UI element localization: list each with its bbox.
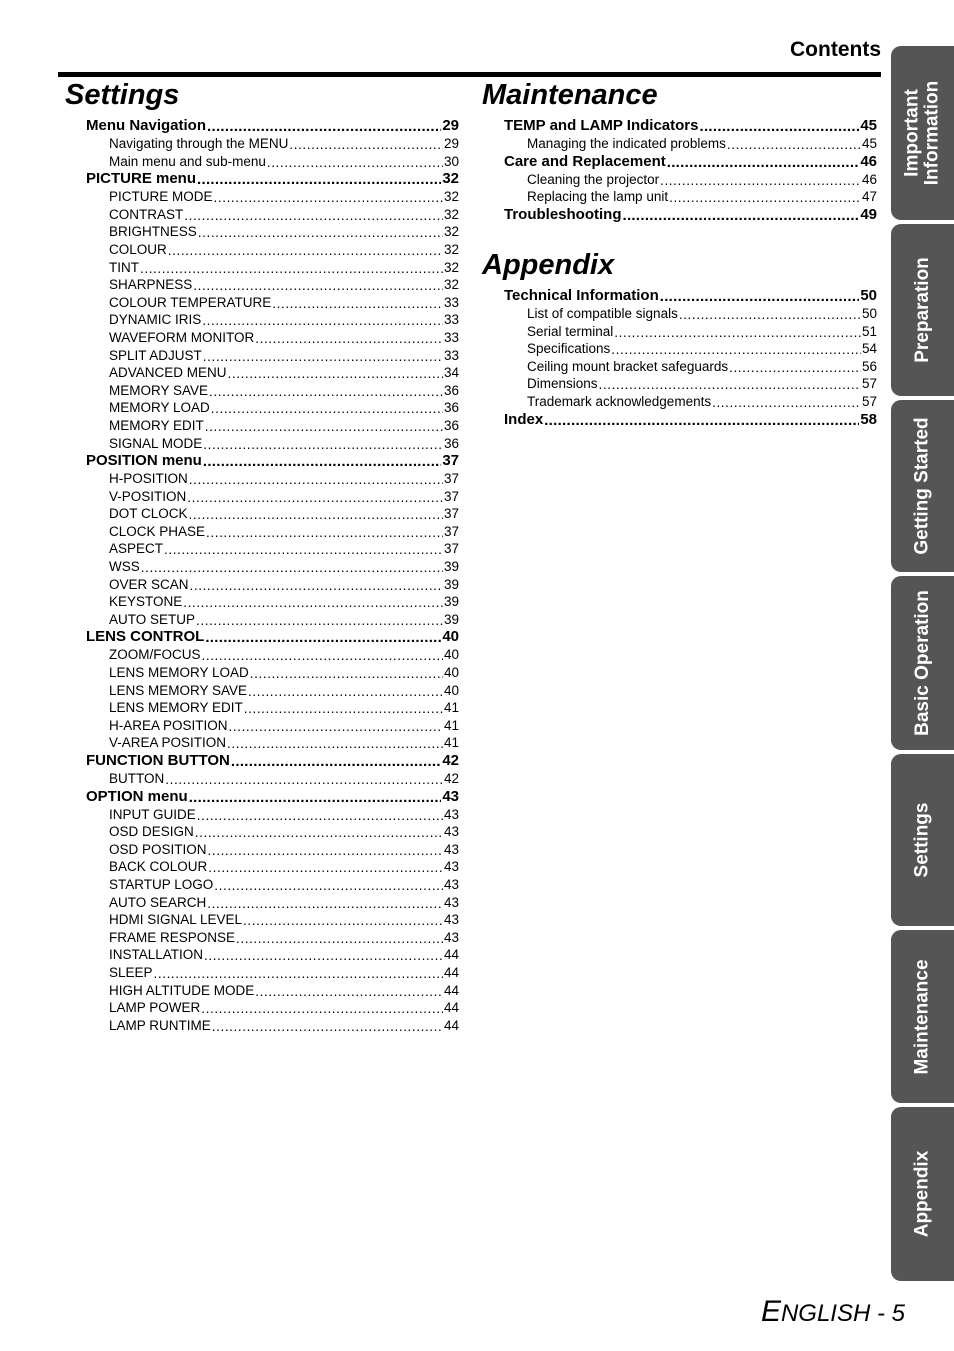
- toc-entry-page-number: 37: [443, 471, 459, 487]
- footer-separator: -: [870, 1300, 892, 1327]
- maintenance-toc: [504, 117, 877, 224]
- toc-entry-label: List of compatible signals: [527, 306, 678, 321]
- dot-leader: [228, 368, 443, 382]
- toc-entry-page-number: 45: [861, 136, 877, 151]
- toc-entry-page-number: 29: [443, 136, 459, 151]
- dot-leader: [231, 755, 441, 770]
- toc-entry-page-number: 44: [443, 1000, 459, 1016]
- toc-entry-label: Navigating through the MENU: [109, 136, 289, 151]
- toc-entry-page-number: 43: [443, 859, 459, 875]
- side-tab-label: Settings: [911, 802, 933, 878]
- toc-entry-page-number: 32: [443, 224, 459, 240]
- toc-entry-page-number: 56: [861, 358, 877, 374]
- dot-leader: [164, 545, 443, 559]
- toc-subentry[interactable]: [109, 876, 459, 894]
- toc-entry-page-number: 44: [443, 964, 459, 980]
- maintenance-section-title: Maintenance: [482, 79, 658, 111]
- dot-leader: [206, 527, 443, 541]
- toc-subentry[interactable]: [109, 347, 459, 365]
- toc-entry-page-number: 37: [443, 488, 459, 504]
- toc-entry-page-number: 39: [443, 611, 459, 627]
- toc-entry-label: LAMP RUNTIME: [109, 1017, 211, 1033]
- toc-entry-label: COLOUR: [109, 241, 167, 257]
- toc-entry-label: LENS MEMORY LOAD: [109, 665, 249, 681]
- toc-subentry[interactable]: [109, 576, 459, 594]
- toc-subentry[interactable]: [109, 417, 459, 435]
- appendix-toc: [504, 287, 877, 429]
- side-tab-label: Important Information: [901, 80, 943, 186]
- toc-entry-page-number: 50: [861, 306, 877, 321]
- toc-subentry[interactable]: [109, 399, 459, 417]
- dot-leader: [729, 362, 861, 376]
- toc-entry-page-number: 36: [443, 435, 459, 451]
- side-tab-label: Maintenance: [911, 958, 933, 1075]
- toc-entry-label: CLOCK PHASE: [109, 523, 206, 539]
- toc-entry-label: FUNCTION BUTTON: [86, 752, 230, 769]
- toc-entry-page-number: 57: [861, 393, 877, 409]
- toc-entry-label: Troubleshooting: [504, 205, 622, 223]
- toc-subentry[interactable]: [109, 999, 459, 1017]
- toc-entry-label: SPLIT ADJUST: [109, 347, 202, 363]
- toc-subentry[interactable]: [527, 135, 877, 153]
- toc-entry-page-number: 43: [443, 876, 459, 892]
- toc-entry-label: Index: [504, 410, 544, 428]
- footer-language-initial: E: [760, 1295, 781, 1328]
- dot-leader: [660, 175, 861, 189]
- dot-leader: [189, 791, 442, 806]
- toc-subentry[interactable]: [109, 841, 459, 859]
- dot-leader: [205, 631, 441, 646]
- toc-entry[interactable]: [504, 287, 877, 305]
- footer-page-number: 5: [891, 1300, 905, 1327]
- toc-entry[interactable]: [86, 452, 459, 470]
- toc-entry-label: HDMI SIGNAL LEVEL: [109, 912, 243, 928]
- toc-entry-label: V-POSITION: [109, 488, 187, 504]
- dot-leader: [679, 309, 861, 323]
- dot-leader: [727, 139, 861, 153]
- toc-entry[interactable]: [86, 788, 459, 806]
- toc-entry-label: Serial terminal: [527, 323, 614, 339]
- toc-subentry[interactable]: [109, 946, 459, 964]
- toc-entry-label: AUTO SEARCH: [109, 894, 207, 910]
- toc-entry-page-number: 51: [861, 323, 877, 339]
- toc-entry-label: Managing the indicated problems: [527, 136, 726, 151]
- toc-subentry[interactable]: [109, 964, 459, 982]
- toc-subentry[interactable]: [527, 358, 877, 376]
- dot-leader: [660, 290, 860, 305]
- toc-entry-label: MEMORY SAVE: [109, 382, 209, 398]
- toc-subentry[interactable]: [527, 375, 877, 393]
- dot-leader: [614, 327, 861, 341]
- toc-entry-label: H-AREA POSITION: [109, 717, 228, 733]
- toc-entry-label: TINT: [109, 259, 139, 275]
- toc-entry-label: SLEEP: [109, 964, 153, 980]
- toc-entry-page-number: 34: [443, 365, 459, 381]
- toc-entry-label: V-AREA POSITION: [109, 735, 227, 751]
- toc-subentry[interactable]: [109, 664, 459, 682]
- toc-entry-label: ADVANCED MENU: [109, 365, 227, 381]
- toc-entry-page-number: 32: [442, 170, 459, 188]
- toc-subentry[interactable]: [109, 276, 459, 294]
- toc-subentry[interactable]: [109, 470, 459, 488]
- dot-leader: [623, 209, 860, 224]
- page-footer: [700, 1295, 905, 1329]
- toc-subentry[interactable]: [109, 259, 459, 277]
- dot-leader: [154, 968, 443, 982]
- dot-leader: [255, 333, 443, 347]
- toc-entry-label: INSTALLATION: [109, 947, 204, 963]
- dot-leader: [244, 703, 443, 717]
- toc-entry-label: OSD DESIGN: [109, 824, 194, 840]
- toc-entry-page-number: 33: [443, 312, 459, 328]
- toc-entry[interactable]: [504, 117, 877, 135]
- toc-entry-page-number: 37: [443, 541, 459, 557]
- dot-leader: [267, 157, 443, 171]
- dot-leader: [236, 933, 443, 947]
- dot-leader: [201, 1003, 443, 1017]
- dot-leader: [699, 120, 859, 135]
- toc-subentry[interactable]: [109, 505, 459, 523]
- dot-leader: [667, 156, 860, 171]
- toc-entry[interactable]: [86, 752, 459, 770]
- dot-leader: [207, 898, 443, 912]
- dot-leader: [212, 1021, 443, 1035]
- settings-toc: [86, 117, 459, 1034]
- toc-entry-page-number: 44: [443, 947, 459, 963]
- toc-entry-label: DOT CLOCK: [109, 506, 188, 522]
- toc-entry-page-number: 47: [861, 189, 877, 205]
- side-tab-label: Preparation: [911, 257, 933, 363]
- toc-entry-page-number: 41: [443, 700, 459, 716]
- toc-subentry[interactable]: [109, 770, 459, 788]
- toc-subentry[interactable]: [109, 646, 459, 664]
- toc-entry-label: CONTRAST: [109, 206, 184, 222]
- dot-leader: [243, 915, 443, 929]
- toc-entry-label: OPTION menu: [86, 787, 188, 805]
- toc-entry-page-number: 57: [861, 376, 877, 392]
- toc-subentry[interactable]: [109, 188, 459, 206]
- toc-subentry[interactable]: [109, 682, 459, 700]
- toc-entry-label: POSITION menu: [86, 452, 202, 470]
- toc-subentry[interactable]: [109, 734, 459, 752]
- toc-entry-page-number: 32: [443, 206, 459, 222]
- toc-entry-page-number: 36: [443, 417, 459, 433]
- toc-entry-page-number: 29: [442, 117, 459, 134]
- toc-entry[interactable]: [86, 628, 459, 646]
- toc-entry-label: SHARPNESS: [109, 277, 193, 293]
- dot-leader: [255, 986, 443, 1000]
- dot-leader: [168, 245, 443, 259]
- toc-entry-page-number: 40: [442, 628, 459, 646]
- dot-leader: [184, 210, 443, 224]
- toc-subentry[interactable]: [109, 1017, 459, 1035]
- toc-entry-label: Menu Navigation: [86, 117, 207, 134]
- toc-entry[interactable]: [504, 411, 877, 429]
- toc-entry-label: MEMORY EDIT: [109, 417, 204, 433]
- dot-leader: [196, 615, 443, 629]
- toc-entry-label: Replacing the lamp unit: [527, 189, 669, 205]
- footer-language-rest: NGLISH: [780, 1300, 871, 1327]
- toc-subentry[interactable]: [527, 188, 877, 206]
- toc-entry-label: MEMORY LOAD: [109, 400, 210, 416]
- dot-leader: [140, 263, 443, 277]
- toc-entry-label: LENS MEMORY SAVE: [109, 682, 248, 698]
- toc-entry-page-number: 50: [860, 287, 877, 304]
- toc-entry-label: DYNAMIC IRIS: [109, 312, 202, 328]
- dot-leader: [202, 315, 443, 329]
- toc-subentry[interactable]: [109, 982, 459, 1000]
- toc-entry-label: OVER SCAN: [109, 576, 189, 592]
- toc-entry-page-number: 42: [443, 771, 459, 786]
- side-tab-preparation[interactable]: [891, 224, 954, 396]
- dot-leader: [198, 227, 443, 241]
- toc-entry-label: HIGH ALTITUDE MODE: [109, 982, 255, 998]
- toc-entry-label: H-POSITION: [109, 471, 188, 487]
- toc-entry-label: Trademark acknowledgements: [527, 393, 712, 409]
- dot-leader: [183, 597, 443, 611]
- toc-subentry[interactable]: [109, 488, 459, 506]
- dot-leader: [189, 474, 443, 488]
- toc-entry-page-number: 32: [443, 277, 459, 293]
- toc-entry-page-number: 39: [443, 559, 459, 575]
- appendix-section-title: Appendix: [482, 249, 615, 281]
- dot-leader: [205, 421, 443, 435]
- toc-subentry[interactable]: [109, 294, 459, 312]
- side-tab-maintenance[interactable]: [891, 930, 954, 1103]
- toc-entry-label: ASPECT: [109, 541, 164, 557]
- toc-entry-page-number: 37: [443, 506, 459, 522]
- dot-leader: [250, 668, 443, 682]
- toc-entry-page-number: 54: [861, 341, 877, 357]
- toc-entry-label: AUTO SETUP: [109, 611, 196, 627]
- toc-entry-page-number: 32: [443, 259, 459, 275]
- toc-subentry[interactable]: [109, 911, 459, 929]
- toc-entry[interactable]: [86, 170, 459, 188]
- side-tab-important-information[interactable]: [891, 46, 954, 220]
- dot-leader: [214, 880, 443, 894]
- toc-entry-label: KEYSTONE: [109, 594, 183, 610]
- toc-entry-page-number: 42: [442, 752, 459, 769]
- toc-entry-label: LAMP POWER: [109, 1000, 201, 1016]
- dot-leader: [203, 439, 443, 453]
- dot-leader: [202, 651, 443, 665]
- toc-subentry[interactable]: [109, 241, 459, 259]
- toc-entry-label: COLOUR TEMPERATURE: [109, 294, 272, 310]
- toc-entry-label: BRIGHTNESS: [109, 224, 197, 240]
- toc-subentry[interactable]: [109, 382, 459, 400]
- toc-entry-page-number: 44: [443, 1017, 459, 1033]
- side-tab-label: Getting Started: [911, 417, 933, 555]
- dot-leader: [272, 298, 443, 312]
- toc-subentry[interactable]: [109, 823, 459, 841]
- toc-entry-label: ZOOM/FOCUS: [109, 647, 201, 663]
- toc-entry-label: BUTTON: [109, 771, 165, 786]
- dot-leader: [208, 845, 443, 859]
- toc-entry-label: WAVEFORM MONITOR: [109, 329, 255, 345]
- toc-subentry[interactable]: [109, 806, 459, 824]
- toc-entry-page-number: 43: [443, 824, 459, 840]
- toc-entry-label: TEMP and LAMP Indicators: [504, 117, 699, 134]
- toc-entry[interactable]: [504, 153, 877, 171]
- dot-leader: [190, 580, 443, 594]
- toc-entry-page-number: 40: [443, 682, 459, 698]
- dot-leader: [229, 721, 443, 735]
- dot-leader: [141, 562, 443, 576]
- dot-leader: [165, 774, 443, 788]
- toc-entry-page-number: 43: [443, 806, 459, 822]
- dot-leader: [227, 739, 443, 753]
- toc-entry-page-number: 58: [860, 410, 877, 428]
- toc-entry-page-number: 41: [443, 735, 459, 751]
- toc-subentry[interactable]: [109, 206, 459, 224]
- toc-entry-page-number: 43: [443, 894, 459, 910]
- dot-leader: [712, 397, 861, 411]
- toc-subentry[interactable]: [527, 305, 877, 323]
- toc-entry-label: Ceiling mount bracket safeguards: [527, 358, 729, 374]
- toc-entry-page-number: 46: [861, 171, 877, 187]
- toc-entry-label: Main menu and sub-menu: [109, 153, 266, 169]
- side-tab-appendix[interactable]: [891, 1107, 954, 1281]
- toc-entry-page-number: 30: [443, 153, 459, 169]
- toc-subentry[interactable]: [109, 593, 459, 611]
- side-tab-getting-started[interactable]: [891, 400, 954, 572]
- side-tab-basic-operation[interactable]: [891, 576, 954, 750]
- dot-leader: [193, 280, 443, 294]
- toc-entry[interactable]: [504, 206, 877, 224]
- toc-entry-page-number: 33: [443, 294, 459, 310]
- toc-entry-label: INPUT GUIDE: [109, 806, 196, 822]
- toc-entry-label: PICTURE menu: [86, 170, 197, 188]
- toc-entry-page-number: 39: [443, 576, 459, 592]
- toc-entry-page-number: 46: [860, 152, 877, 170]
- toc-subentry[interactable]: [109, 611, 459, 629]
- toc-entry-label: Specifications: [527, 341, 611, 357]
- toc-subentry[interactable]: [109, 540, 459, 558]
- toc-subentry[interactable]: [527, 393, 877, 411]
- toc-entry-page-number: 41: [443, 717, 459, 733]
- dot-leader: [189, 509, 443, 523]
- dot-leader: [197, 810, 443, 824]
- toc-entry-label: OSD POSITION: [109, 841, 207, 857]
- toc-subentry[interactable]: [109, 523, 459, 541]
- toc-entry-page-number: 33: [443, 347, 459, 363]
- dot-leader: [211, 403, 443, 417]
- toc-subentry[interactable]: [109, 858, 459, 876]
- toc-subentry[interactable]: [109, 435, 459, 453]
- toc-subentry[interactable]: [109, 329, 459, 347]
- dot-leader: [669, 192, 861, 206]
- toc-entry-label: FRAME RESPONSE: [109, 929, 236, 945]
- toc-entry-label: Care and Replacement: [504, 152, 666, 170]
- toc-subentry[interactable]: [109, 558, 459, 576]
- toc-entry-page-number: 40: [443, 647, 459, 663]
- toc-entry-label: Technical Information: [504, 287, 659, 304]
- dot-leader: [611, 344, 861, 358]
- toc-entry-page-number: 39: [443, 594, 459, 610]
- toc-subentry[interactable]: [109, 894, 459, 912]
- toc-entry-page-number: 44: [443, 982, 459, 998]
- toc-entry-page-number: 33: [443, 329, 459, 345]
- dot-leader: [214, 192, 443, 206]
- dot-leader: [187, 492, 443, 506]
- dot-leader: [207, 120, 441, 135]
- toc-entry-page-number: 43: [442, 787, 459, 805]
- toc-entry-page-number: 36: [443, 382, 459, 398]
- toc-entry-label: LENS CONTROL: [86, 628, 205, 646]
- toc-entry-page-number: 43: [443, 929, 459, 945]
- dot-leader: [197, 173, 441, 188]
- toc-subentry[interactable]: [109, 364, 459, 382]
- toc-entry-page-number: 40: [443, 665, 459, 681]
- side-tab-settings[interactable]: [891, 754, 954, 926]
- toc-entry-page-number: 32: [443, 241, 459, 257]
- dot-leader: [208, 862, 443, 876]
- toc-subentry[interactable]: [527, 323, 877, 341]
- toc-entry-label: WSS: [109, 559, 140, 575]
- toc-entry-page-number: 49: [860, 205, 877, 223]
- toc-subentry[interactable]: [527, 171, 877, 189]
- dot-leader: [209, 386, 443, 400]
- toc-subentry[interactable]: [109, 929, 459, 947]
- toc-subentry[interactable]: [109, 699, 459, 717]
- side-tab-label: Basic Operation: [911, 590, 933, 736]
- toc-subentry[interactable]: [109, 311, 459, 329]
- dot-leader: [544, 414, 859, 429]
- toc-subentry[interactable]: [109, 153, 459, 171]
- toc-entry-page-number: 37: [442, 452, 459, 470]
- toc-entry-page-number: 37: [443, 523, 459, 539]
- dot-leader: [248, 686, 443, 700]
- side-tab-label: Appendix: [911, 1150, 933, 1238]
- toc-entry-label: BACK COLOUR: [109, 859, 208, 875]
- dot-leader: [599, 379, 861, 393]
- header-rule: [58, 72, 881, 77]
- page-header-title: Contents: [790, 38, 881, 61]
- toc-entry-page-number: 43: [443, 912, 459, 928]
- toc-entry-label: LENS MEMORY EDIT: [109, 700, 243, 716]
- toc-entry-label: SIGNAL MODE: [109, 435, 203, 451]
- toc-subentry[interactable]: [527, 340, 877, 358]
- toc-entry-label: PICTURE MODE: [109, 189, 213, 205]
- toc-entry[interactable]: [86, 117, 459, 135]
- settings-section-title: Settings: [65, 79, 180, 111]
- toc-subentry[interactable]: [109, 717, 459, 735]
- toc-entry-page-number: 32: [443, 189, 459, 205]
- dot-leader: [203, 351, 443, 365]
- toc-entry-label: Dimensions: [527, 376, 598, 392]
- toc-entry-page-number: 43: [443, 841, 459, 857]
- dot-leader: [203, 455, 441, 470]
- toc-entry-label: STARTUP LOGO: [109, 876, 214, 892]
- toc-subentry[interactable]: [109, 135, 459, 153]
- dot-leader: [195, 827, 443, 841]
- toc-entry-page-number: 36: [443, 400, 459, 416]
- dot-leader: [204, 950, 443, 964]
- toc-entry-page-number: 45: [860, 117, 877, 134]
- dot-leader: [289, 139, 443, 153]
- toc-subentry[interactable]: [109, 223, 459, 241]
- toc-entry-label: Cleaning the projector: [527, 171, 660, 187]
